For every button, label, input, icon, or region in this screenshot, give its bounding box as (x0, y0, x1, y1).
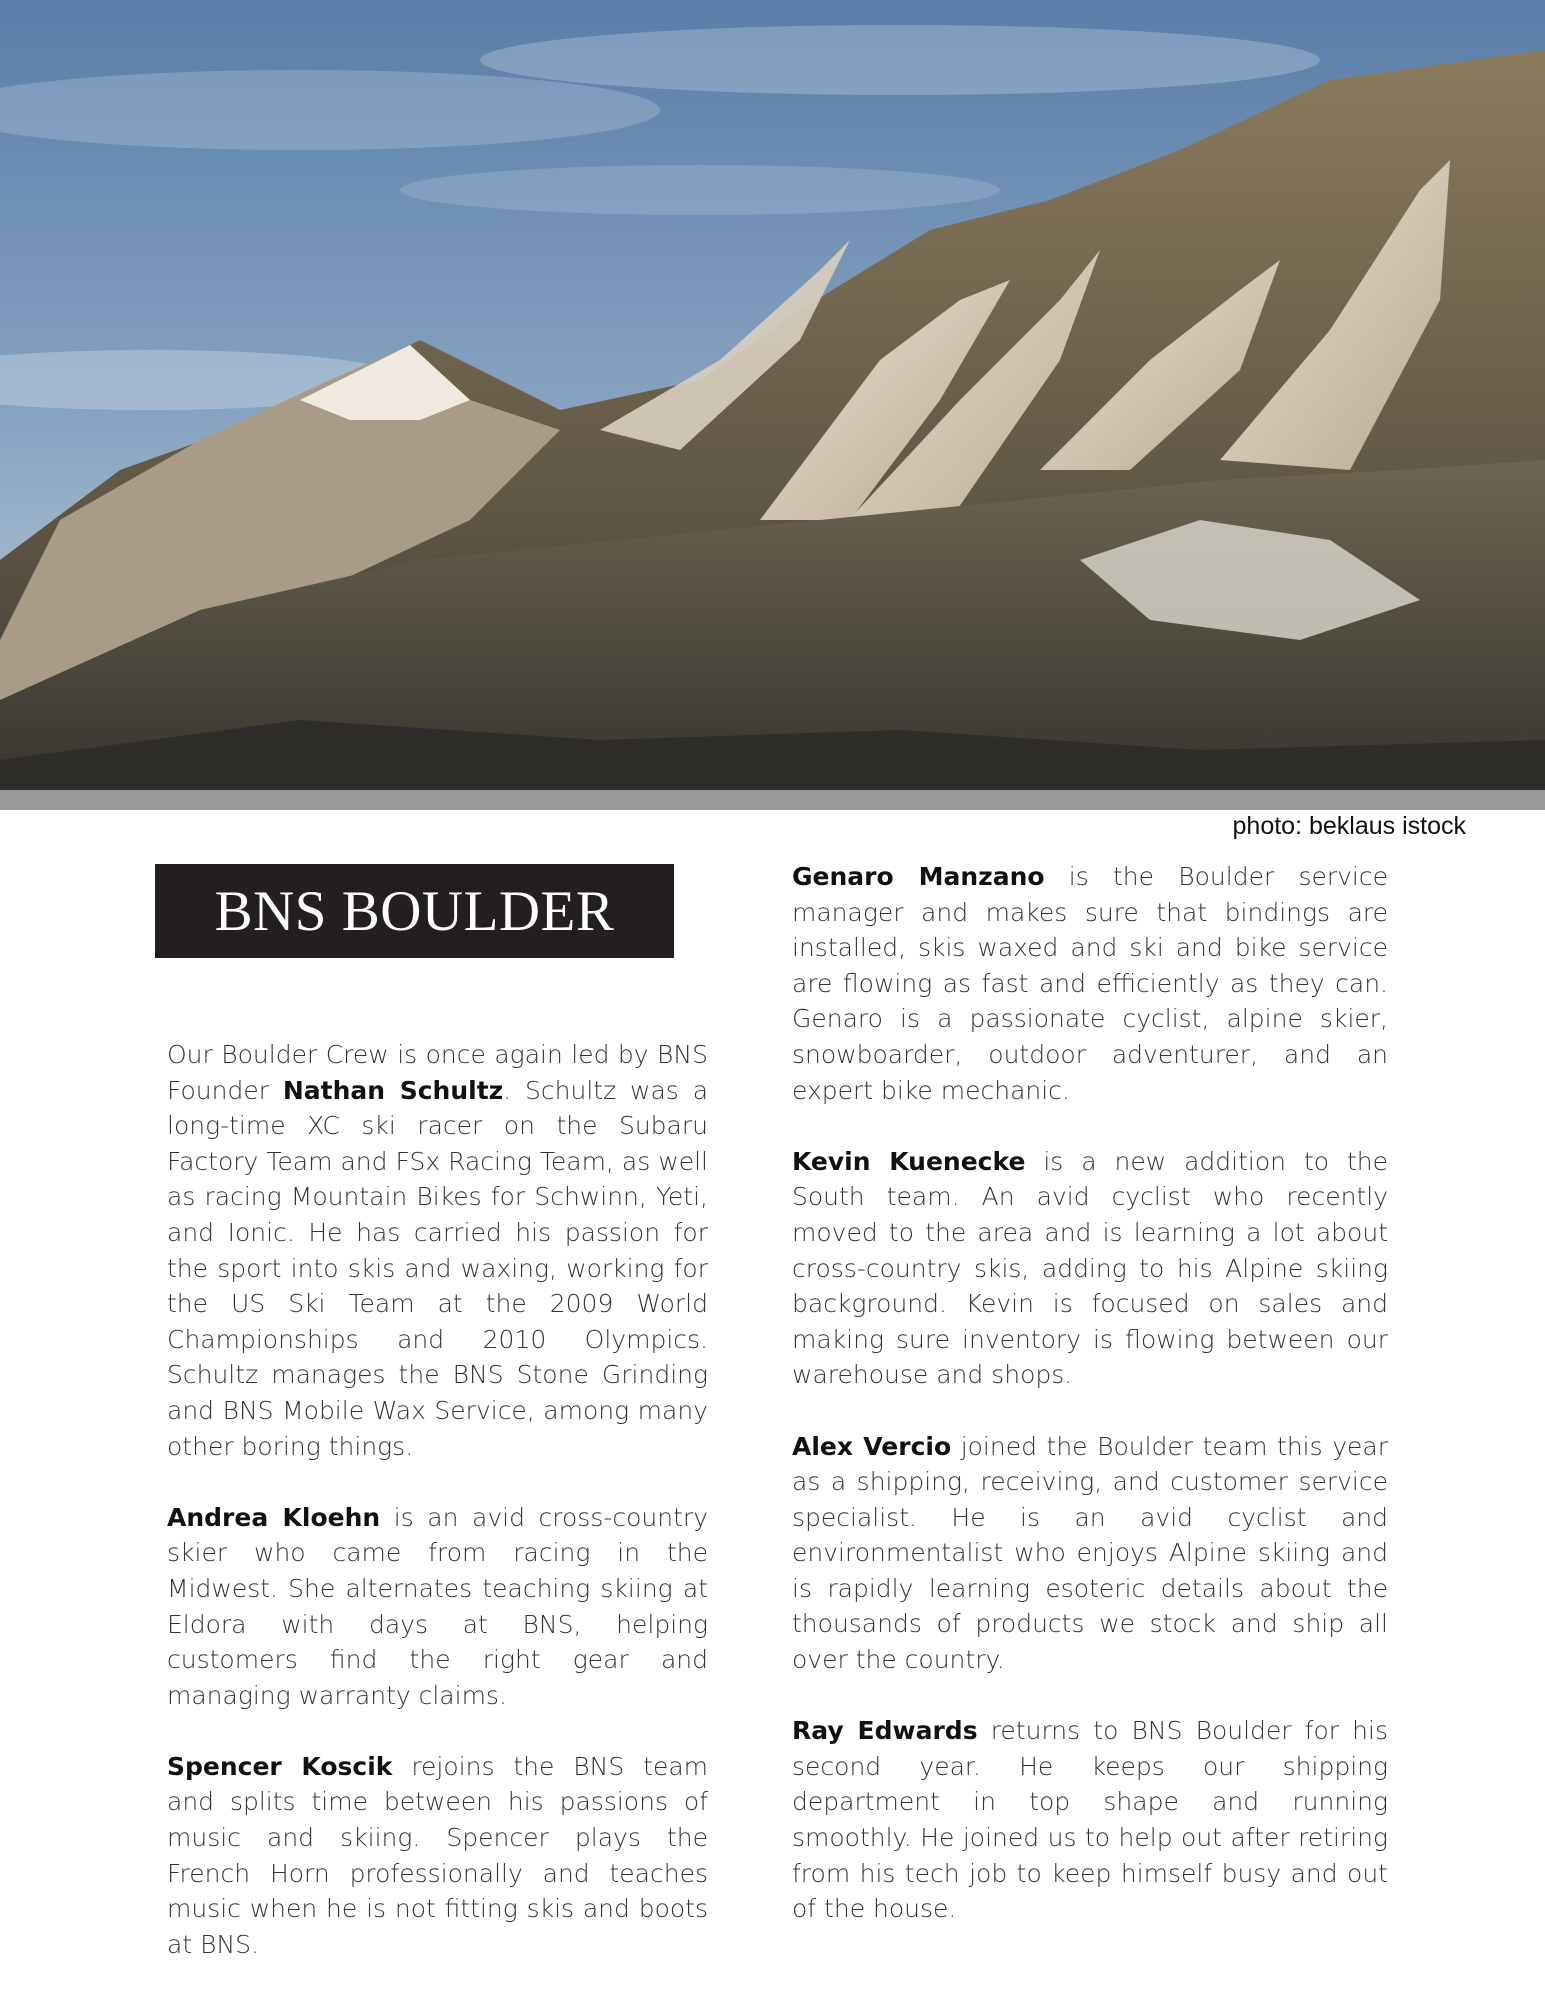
staff-name: Andrea Kloehn (167, 1502, 381, 1532)
hero-photo (0, 0, 1545, 810)
right-column (792, 859, 1388, 1962)
bio-paragraph: Kevin Kuenecke is a new addition to the South team. An avid cyclist who recently moved to the area and is learning a lot about cross-country skis, adding to his Alpine skiing background. Kevin is focused on sales and making sure inventory is flowing between our warehouse and shops. (792, 1146, 1388, 1390)
page-title: BNS BOULDER (155, 864, 674, 958)
staff-name: Alex Vercio (792, 1431, 952, 1461)
bio-paragraph: Andrea Kloehn is an avid cross-country skier who came from racing in the Midwest. She alternates teaching skiing at Eldora with days at BNS, helping customers find the right gear and managing warranty claims. (167, 1502, 708, 1710)
bio-paragraph: Spencer Koscik rejoins the BNS team and splits time between his passions of music and skiing. Spencer plays the French Horn professionally and teaches music when he is not fitting skis and boots at BNS. (167, 1751, 708, 1959)
bio-paragraph: Genaro Manzano is the Boulder service manager and makes sure that bindings are installed, skis waxed and ski and bike service are flowing as fast and efficiently as they can. Genaro is a passionate cyclist, alpine skier, snowboarder, outdoor adventurer, and an expert bike mechanic. (792, 862, 1388, 1105)
left-column (167, 1037, 708, 1998)
staff-name: Spencer Koscik (167, 1751, 393, 1781)
photo-credit: photo: beklaus istock (1232, 812, 1466, 840)
staff-name: Nathan Schultz (282, 1075, 504, 1105)
bio-paragraph: Our Boulder Crew is once again led by BNS Founder Nathan Schultz. Schultz was a long-time XC ski racer on the Subaru Factory Team and FSx Racing Team, as well as racing Mountain Bikes for Schwinn, Yeti, and Ionic. He has carried his passion for the sport into skis and waxing, working for the US Ski Team at the 2009 World Championships and 2010 Olympics. Schultz manages the BNS Stone Grinding and BNS Mobile Wax Service, among many other boring things. (167, 1040, 709, 1461)
mountain-landscape-image (0, 0, 1545, 810)
staff-name: Ray Edwards (792, 1716, 978, 1746)
staff-name: Kevin Kuenecke (792, 1146, 1026, 1176)
bio-paragraph: Ray Edwards returns to BNS Boulder for his second year. He keeps our shipping department in top shape and running smoothly. He joined us to help out after retiring from his tech job to keep himself busy and out of the house. (792, 1716, 1388, 1924)
bio-paragraph: Alex Vercio joined the Boulder team this year as a shipping, receiving, and customer service specialist. He is an avid cyclist and environmentalist who enjoys Alpine skiing and is rapidly learning esoteric details about the thousands of products we stock and ship all over the country. (792, 1431, 1388, 1675)
staff-name: Genaro Manzano (792, 862, 1045, 891)
